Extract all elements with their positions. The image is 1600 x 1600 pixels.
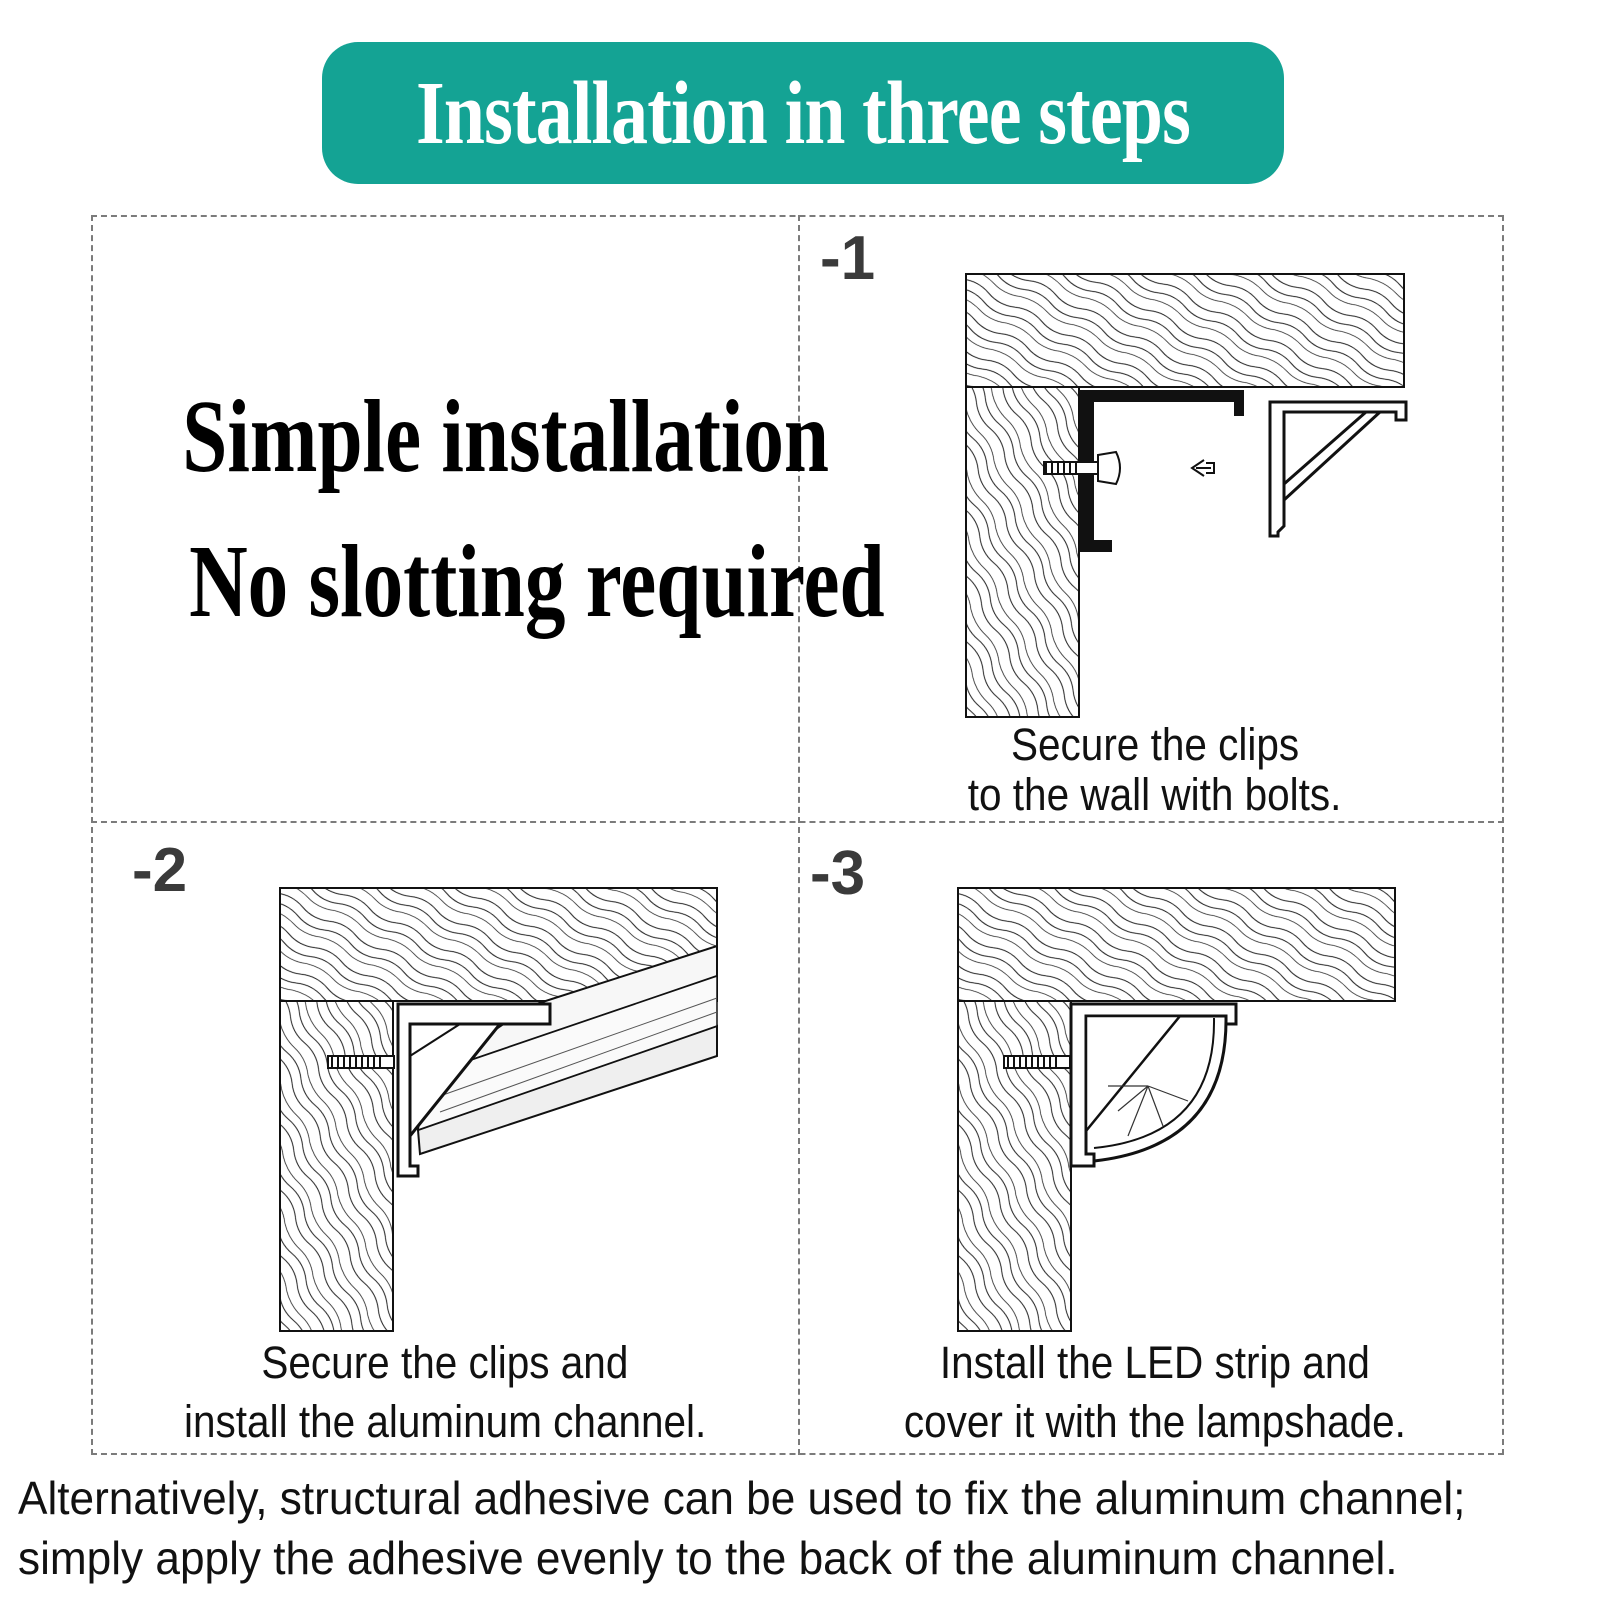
title-banner [322,42,1284,184]
step-1-caption-line-2: to the wall with bolts. [968,769,1342,820]
footer-note-line-1: Alternatively, structural adhesive can be used to fix the aluminum channel; [18,1472,1466,1524]
step-2-number: -2 [132,836,188,905]
intro-line-1: Simple installation [182,379,830,494]
step-1-caption-line-1: Secure the clips [1010,719,1300,770]
step-3-caption-line-2: cover it with the lampshade. [903,1396,1407,1447]
step-3-caption-line-1: Install the LED strip and [939,1337,1370,1388]
step-2-caption-line-2: install the aluminum channel. [183,1396,707,1447]
step-2-illustration [280,886,720,1336]
step-1-illustration [966,272,1416,722]
step-2-caption-line-1: Secure the clips and [261,1337,629,1388]
footer-note-line-2: simply apply the adhesive evenly to the back of the aluminum channel. [18,1532,1398,1584]
step-1-number: -1 [820,224,876,293]
page-title: Installation in three steps [415,63,1191,163]
intro-line-2: No slotting required [189,524,885,639]
step-3-number: -3 [810,839,866,908]
step-3-illustration [958,886,1398,1336]
